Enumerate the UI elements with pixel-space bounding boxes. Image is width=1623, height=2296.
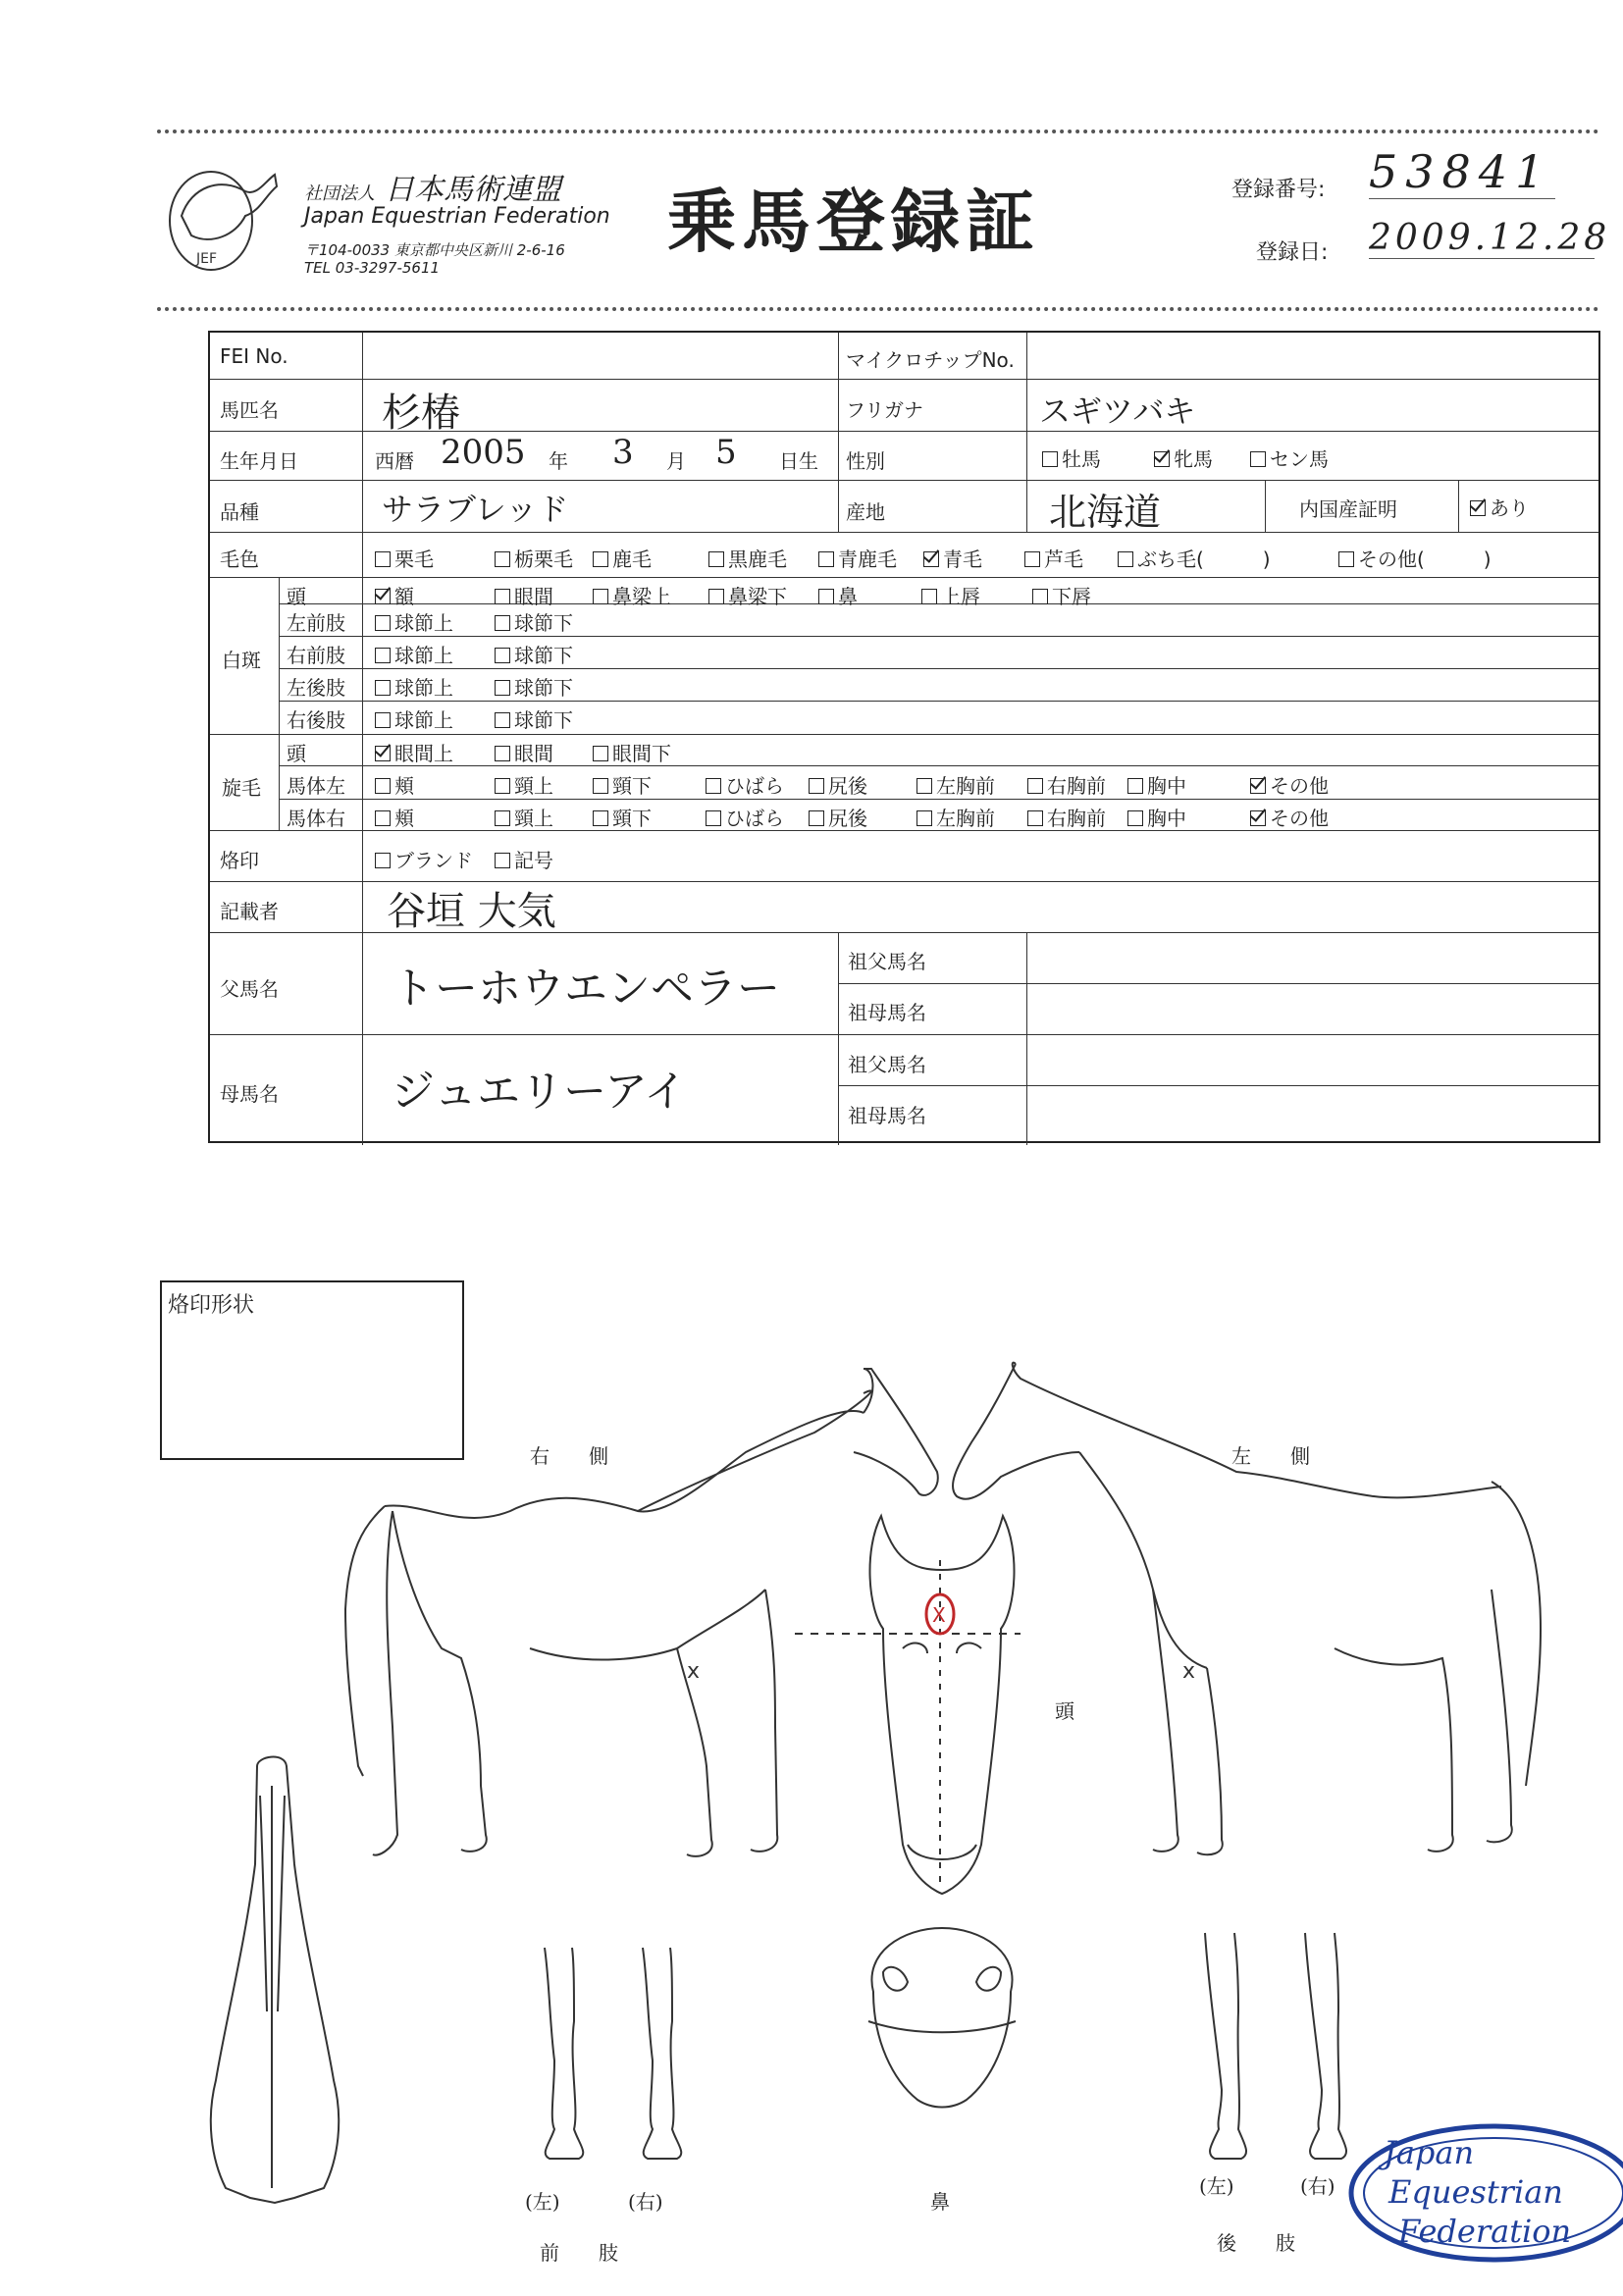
marking-option-checkbox[interactable] <box>818 589 834 604</box>
coat-option[interactable] <box>593 544 652 572</box>
marking-option-label: 球節下 <box>514 676 573 700</box>
marking-option-checkbox[interactable] <box>921 589 937 604</box>
marking-option-checkbox[interactable] <box>708 589 724 604</box>
sex-option-checkbox[interactable] <box>1154 451 1170 467</box>
whorl-option-label: 胸中 <box>1147 774 1186 798</box>
horse-name-value: 杉椿 <box>382 391 460 436</box>
brand-option-checkbox[interactable] <box>375 853 391 868</box>
left-side-label: 左 側 <box>1231 1444 1310 1468</box>
head-front-view <box>795 1516 1021 1894</box>
coat-option-checkbox[interactable] <box>1024 551 1040 567</box>
whorl-option[interactable] <box>593 738 671 766</box>
coat-option[interactable] <box>495 544 573 572</box>
coat-option-checkbox[interactable] <box>1118 551 1133 567</box>
coat-option-checkbox[interactable] <box>495 551 510 567</box>
head-label: 頭 <box>1055 1699 1074 1723</box>
coat-option[interactable] <box>923 544 982 572</box>
whorl-option-label: 頸下 <box>612 774 652 798</box>
marking-option-label: 鼻梁下 <box>728 585 787 608</box>
whorl-option[interactable] <box>706 803 784 831</box>
marking-option-label: 球節下 <box>514 708 573 732</box>
whorl-option-checkbox[interactable] <box>495 810 510 826</box>
whorl-option[interactable] <box>916 803 995 831</box>
whorl-option-checkbox[interactable] <box>809 810 824 826</box>
marking-option-checkbox[interactable] <box>495 589 510 604</box>
dob-era: 西暦 <box>375 449 414 473</box>
reg-date-value: 2009.12.28 <box>1369 218 1611 258</box>
marking-option-checkbox[interactable] <box>375 648 391 663</box>
whorl-option-label: 胸中 <box>1147 807 1186 830</box>
brand-option-checkbox[interactable] <box>495 853 510 868</box>
marking-option-checkbox[interactable] <box>375 680 391 696</box>
right-side-label: 右 側 <box>530 1444 608 1468</box>
marking-option-checkbox[interactable] <box>495 648 510 663</box>
svg-text:x: x <box>687 1659 701 1684</box>
whorl-option-label: 尻後 <box>828 774 867 798</box>
marking-option[interactable] <box>375 607 453 636</box>
hind-right-label: (右) <box>1300 2174 1335 2198</box>
whorl-option[interactable] <box>495 738 553 766</box>
jef-logo <box>170 172 277 270</box>
whorl-option-label: 左胸前 <box>936 774 995 798</box>
marking-option-checkbox[interactable] <box>375 712 391 728</box>
brand-label: 烙印 <box>220 849 259 872</box>
whorl-option-checkbox[interactable] <box>1250 778 1266 794</box>
sex-option-label: 牝馬 <box>1174 447 1213 471</box>
whorl-option-label: 眼間上 <box>394 742 453 765</box>
marking-option-checkbox[interactable] <box>593 589 608 604</box>
dob-day: 5 <box>715 433 737 472</box>
recorder-value: 谷垣 大気 <box>387 889 556 934</box>
brand-option[interactable] <box>375 845 473 873</box>
whorl-option-label: 頸下 <box>612 807 652 830</box>
marking-option-label: 球節上 <box>394 611 453 635</box>
whorl-option[interactable] <box>593 803 652 831</box>
dob-label: 生年月日 <box>220 449 298 473</box>
whorl-option[interactable] <box>809 770 867 799</box>
coat-option-checkbox[interactable] <box>1338 551 1354 567</box>
markings-part: 右前肢 <box>287 644 345 667</box>
front-left-label: (左) <box>525 2190 560 2214</box>
logo-text: JEF <box>196 251 218 267</box>
whorl-option-label: 尻後 <box>828 807 867 830</box>
dam-label: 母馬名 <box>220 1082 279 1106</box>
whorl-option[interactable] <box>375 803 414 831</box>
whorl-option[interactable] <box>706 770 784 799</box>
whorl-option-label: 頬 <box>394 774 414 798</box>
whorl-option-checkbox[interactable] <box>706 810 721 826</box>
coat-option-label: ぶち毛( ) <box>1137 548 1271 571</box>
whorl-option-label: 左胸前 <box>936 807 995 830</box>
sex-option[interactable] <box>1250 444 1329 472</box>
marking-option[interactable] <box>593 581 671 609</box>
sire-grandsire-label: 祖父馬名 <box>848 950 926 973</box>
brand-option[interactable] <box>495 845 553 873</box>
sex-option-label: セン馬 <box>1270 447 1329 471</box>
marking-option[interactable] <box>375 704 453 733</box>
sex-option[interactable] <box>1154 444 1213 472</box>
whorl-option-checkbox[interactable] <box>1027 778 1043 794</box>
marking-option[interactable] <box>1032 581 1091 609</box>
whorl-option[interactable] <box>593 770 652 799</box>
leg-closeups <box>545 1933 1346 2159</box>
markings-part: 左後肢 <box>287 676 345 700</box>
domestic-cert-check-label: あり <box>1490 496 1529 520</box>
whorl-option-label: 頬 <box>394 807 414 830</box>
marking-option[interactable] <box>708 581 787 609</box>
marking-option[interactable] <box>375 581 414 609</box>
whorl-option[interactable] <box>495 803 553 831</box>
coat-option[interactable] <box>375 544 434 572</box>
reg-date-label: 登録日: <box>1256 240 1329 265</box>
marking-option[interactable] <box>495 607 573 636</box>
marking-option-label: 球節上 <box>394 676 453 700</box>
whorl-option-checkbox[interactable] <box>375 778 391 794</box>
coat-option[interactable] <box>818 544 897 572</box>
furigana-label: フリガナ <box>846 398 923 422</box>
sex-option[interactable] <box>1042 444 1101 472</box>
coat-option-checkbox[interactable] <box>375 551 391 567</box>
whorl-option[interactable] <box>1027 803 1106 831</box>
reg-number-label: 登録番号: <box>1231 178 1326 202</box>
whorls-label: 旋毛 <box>222 776 261 800</box>
whorl-option[interactable] <box>1127 770 1186 799</box>
registration-form <box>208 331 1600 1143</box>
marking-option[interactable] <box>495 581 553 609</box>
markings-part: 右後肢 <box>287 708 345 732</box>
whorl-option-checkbox[interactable] <box>1127 778 1143 794</box>
marking-option-checkbox[interactable] <box>375 615 391 631</box>
coat-option-label: 栗毛 <box>394 548 434 571</box>
stamp-line2: Equestrian <box>1388 2173 1563 2211</box>
sex-option-checkbox[interactable] <box>1042 451 1058 467</box>
marking-option-label: 鼻 <box>838 585 858 608</box>
whorl-mark-x: X <box>932 1603 946 1627</box>
brand-option-label: ブランド <box>394 849 473 872</box>
coat-option-label: 栃栗毛 <box>514 548 573 571</box>
whorl-option-label: 頸上 <box>514 807 553 830</box>
fei-label: FEI No. <box>220 344 288 368</box>
marking-option-label: 眼間 <box>514 585 553 608</box>
whorl-option-label: 眼間下 <box>612 742 671 765</box>
marking-option[interactable] <box>495 640 573 668</box>
whorl-option[interactable] <box>1250 803 1329 831</box>
whorl-option[interactable] <box>1250 770 1329 799</box>
whorl-option-checkbox[interactable] <box>1127 810 1143 826</box>
brand-shape-box: 烙印形状 <box>160 1280 464 1460</box>
marking-option-label: 球節上 <box>394 708 453 732</box>
whorl-option[interactable] <box>375 738 453 766</box>
marking-option-checkbox[interactable] <box>495 615 510 631</box>
whorl-option-checkbox[interactable] <box>1250 810 1266 826</box>
coat-option-checkbox[interactable] <box>923 551 939 567</box>
origin-label: 産地 <box>846 500 885 524</box>
whorl-option[interactable] <box>809 803 867 831</box>
furigana-value: スギツバキ <box>1039 392 1196 430</box>
domestic-cert-check[interactable] <box>1470 493 1529 521</box>
whorl-option-checkbox[interactable] <box>916 810 932 826</box>
svg-text:x: x <box>1182 1659 1196 1684</box>
coat-option-label: その他( ) <box>1358 548 1492 571</box>
whorl-option-label: 眼間 <box>514 742 553 765</box>
markings-part: 左前肢 <box>287 611 345 635</box>
coat-option-label: 青毛 <box>943 548 982 571</box>
coat-option-checkbox[interactable] <box>593 551 608 567</box>
origin-value: 北海道 <box>1049 491 1162 534</box>
marking-option-label: 鼻梁上 <box>612 585 671 608</box>
whorl-option-checkbox[interactable] <box>495 746 510 761</box>
whorl-option-label: 頸上 <box>514 774 553 798</box>
marking-option-label: 下唇 <box>1052 585 1091 608</box>
muzzle-view <box>868 1928 1016 2108</box>
dob-month-unit: 月 <box>666 449 686 473</box>
coat-option[interactable] <box>1338 544 1492 572</box>
domestic-cert-label: 内国産証明 <box>1299 497 1397 521</box>
marking-option[interactable] <box>375 640 453 668</box>
sex-label: 性別 <box>846 449 885 473</box>
markings-part: 頭 <box>287 585 306 608</box>
whorls-part: 馬体左 <box>287 774 345 798</box>
sire-value: トーホウエンペラー <box>392 964 780 1014</box>
marking-option-checkbox[interactable] <box>375 589 391 604</box>
dob-year: 2005 <box>441 433 526 472</box>
dam-value: ジュエリーアイ <box>392 1067 687 1117</box>
coat-option-label: 黒鹿毛 <box>728 548 787 571</box>
marking-option-label: 球節上 <box>394 644 453 667</box>
horse-top-view <box>211 1757 339 2203</box>
dob-year-unit: 年 <box>549 449 568 473</box>
marking-option-label: 球節下 <box>514 644 573 667</box>
whorl-option[interactable] <box>495 770 553 799</box>
coat-option[interactable] <box>1118 544 1271 572</box>
org-name-en: Japan Equestrian Federation <box>304 204 610 229</box>
dob-day-unit: 日生 <box>779 449 818 473</box>
stamp-line1: Japan <box>1384 2134 1475 2171</box>
whorls-part: 馬体右 <box>287 807 345 830</box>
org-address: 〒104-0033 東京都中央区新川 2-6-16 TEL 03-3297-5611 <box>304 241 565 277</box>
sire-label: 父馬名 <box>220 977 279 1001</box>
whorl-option-label: 右胸前 <box>1047 774 1106 798</box>
microchip-label: マイクロチップNo. <box>846 348 1015 372</box>
marking-option-checkbox[interactable] <box>495 680 510 696</box>
marking-option[interactable] <box>375 672 453 701</box>
whorls-part: 頭 <box>287 742 306 765</box>
coat-label: 毛色 <box>220 548 259 571</box>
whorl-mark-circle <box>926 1594 954 1634</box>
whorl-option[interactable] <box>375 770 414 799</box>
marking-option-label: 上唇 <box>941 585 980 608</box>
horse-name-label: 馬匹名 <box>220 398 279 422</box>
org-name: 社団法人 日本馬術連盟 <box>304 173 561 207</box>
marking-option-checkbox[interactable] <box>1032 589 1048 604</box>
whorl-option-checkbox[interactable] <box>375 810 391 826</box>
whorl-option-checkbox[interactable] <box>593 778 608 794</box>
sire-granddam-label: 祖母馬名 <box>848 1001 926 1024</box>
whorl-option-checkbox[interactable] <box>593 746 608 761</box>
stamp-line3: Federation <box>1398 2213 1572 2250</box>
breed-label: 品種 <box>220 500 259 524</box>
marking-option[interactable] <box>495 704 573 733</box>
header-top-dotted-rule <box>157 130 1599 133</box>
whorl-option-label: ひばら <box>725 807 784 830</box>
jef-stamp <box>1351 2126 1623 2260</box>
header-bottom-dotted-rule <box>157 307 1599 311</box>
domestic-cert-check-checkbox[interactable] <box>1470 500 1486 516</box>
front-legs-label: 前 肢 <box>540 2241 618 2265</box>
breed-value: サラブレッド <box>382 491 569 528</box>
whorl-option-checkbox[interactable] <box>809 778 824 794</box>
reg-number-value: 53841 <box>1369 145 1555 199</box>
marking-option-checkbox[interactable] <box>495 712 510 728</box>
hind-legs-label: 後 肢 <box>1217 2231 1295 2255</box>
dob-month: 3 <box>612 433 634 472</box>
marking-option-label: 額 <box>394 585 414 608</box>
coat-option-label: 芦毛 <box>1044 548 1083 571</box>
horse-left-side <box>953 1363 1541 1855</box>
whorl-option-label: その他 <box>1270 774 1329 798</box>
marking-option[interactable] <box>495 672 573 701</box>
coat-option[interactable] <box>1024 544 1083 572</box>
whorl-option-checkbox[interactable] <box>593 810 608 826</box>
whorl-option-checkbox[interactable] <box>916 778 932 794</box>
markings-label: 白斑 <box>222 649 261 672</box>
sex-option-label: 牡馬 <box>1062 447 1101 471</box>
whorl-option[interactable] <box>1027 770 1106 799</box>
whorl-option-checkbox[interactable] <box>375 746 391 761</box>
coat-option-checkbox[interactable] <box>818 551 834 567</box>
front-right-label: (右) <box>628 2190 663 2214</box>
coat-option-label: 鹿毛 <box>612 548 652 571</box>
document-title: 乗馬登録証 <box>667 181 1040 262</box>
whorl-option-label: その他 <box>1270 807 1329 830</box>
whorl-option-label: ひばら <box>725 774 784 798</box>
marking-option-label: 球節下 <box>514 611 573 635</box>
whorl-option-checkbox[interactable] <box>706 778 721 794</box>
dam-grandsire-label: 祖父馬名 <box>848 1053 926 1076</box>
brand-option-label: 記号 <box>514 849 553 872</box>
whorl-option[interactable] <box>916 770 995 799</box>
coat-option[interactable] <box>708 544 787 572</box>
whorl-option-checkbox[interactable] <box>1027 810 1043 826</box>
whorl-option-checkbox[interactable] <box>495 778 510 794</box>
sex-option-checkbox[interactable] <box>1250 451 1266 467</box>
recorder-label: 記載者 <box>220 900 279 923</box>
coat-option-label: 青鹿毛 <box>838 548 897 571</box>
marking-option[interactable] <box>818 581 858 609</box>
marking-option[interactable] <box>921 581 980 609</box>
hind-left-label: (左) <box>1199 2174 1234 2198</box>
muzzle-label: 鼻 <box>930 2190 950 2214</box>
coat-option-checkbox[interactable] <box>708 551 724 567</box>
whorl-option-label: 右胸前 <box>1047 807 1106 830</box>
dam-granddam-label: 祖母馬名 <box>848 1104 926 1127</box>
whorl-option[interactable] <box>1127 803 1186 831</box>
